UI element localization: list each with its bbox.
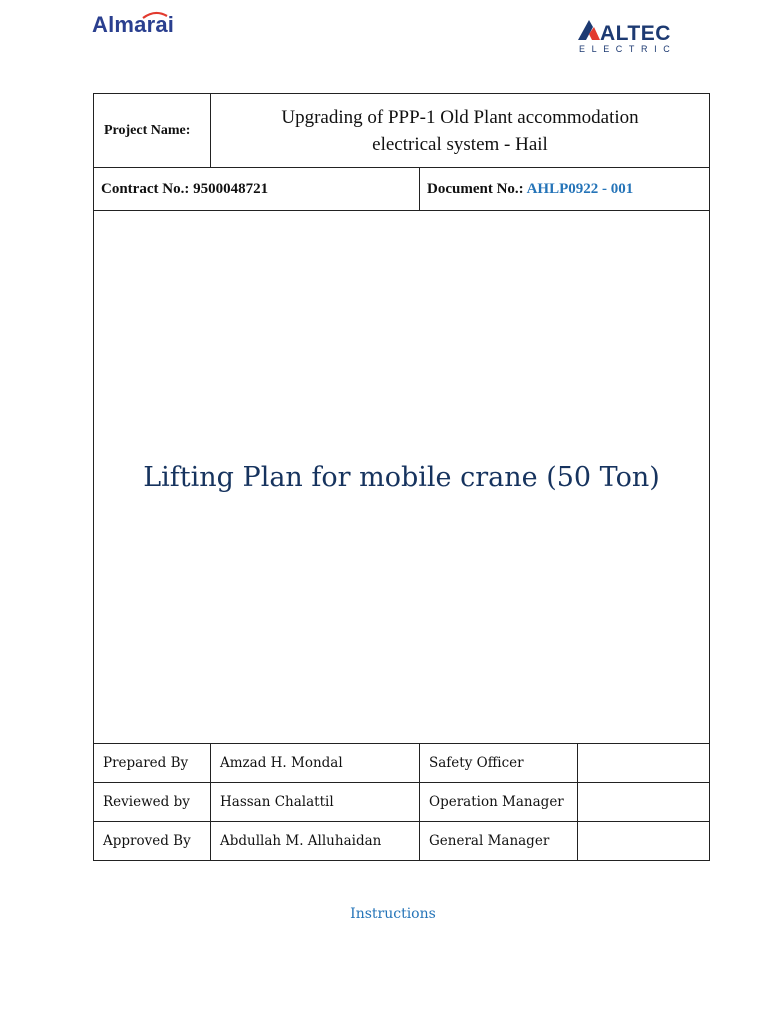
- project-name-value: [211, 94, 710, 168]
- signoff-position: Safety Officer: [420, 744, 578, 783]
- contract-cell: [94, 168, 420, 211]
- contract-value: 9500048721: [193, 180, 269, 197]
- almarai-logo-text: Almarai: [92, 12, 175, 37]
- signoff-position: General Manager: [420, 822, 578, 861]
- almarai-logo: [92, 12, 174, 38]
- document-cell: [420, 168, 710, 211]
- altec-logo-name: ALTEC: [600, 22, 671, 45]
- signoff-role: Prepared By: [94, 744, 211, 783]
- project-row: [94, 94, 710, 168]
- signoff-role: Approved By: [94, 822, 211, 861]
- signoff-signature: [578, 744, 710, 783]
- contract-row: [94, 168, 710, 211]
- signoff-role: Reviewed by: [94, 783, 211, 822]
- signoff-position: Operation Manager: [420, 783, 578, 822]
- altec-triangle-icon: [576, 18, 602, 42]
- almarai-arc-icon: [142, 11, 168, 19]
- project-name-label: Project Name:: [94, 94, 211, 168]
- signoff-row: [94, 744, 710, 783]
- signoff-row: [94, 822, 710, 861]
- document-cover-table: [93, 93, 710, 861]
- project-title-line-1: Upgrading of PPP-1 Old Plant accommodation: [281, 106, 639, 128]
- altec-logo: [568, 16, 700, 56]
- signoff-signature: [578, 783, 710, 822]
- document-number: AHLP0922 - 001: [526, 180, 634, 197]
- signoff-row: [94, 783, 710, 822]
- signoff-signature: [578, 822, 710, 861]
- instructions-heading: Instructions: [350, 906, 436, 922]
- main-title-row: [94, 211, 710, 744]
- signoff-name: Amzad H. Mondal: [211, 744, 420, 783]
- document-label: Document No.:: [427, 180, 524, 197]
- main-title: Lifting Plan for mobile crane (50 Ton): [94, 211, 710, 744]
- project-title-line-2: electrical system - Hail: [372, 133, 548, 155]
- signoff-name: Abdullah M. Alluhaidan: [211, 822, 420, 861]
- altec-logo-sub: ELECTRIC: [579, 44, 677, 54]
- signoff-name: Hassan Chalattil: [211, 783, 420, 822]
- contract-label: Contract No.:: [101, 180, 190, 197]
